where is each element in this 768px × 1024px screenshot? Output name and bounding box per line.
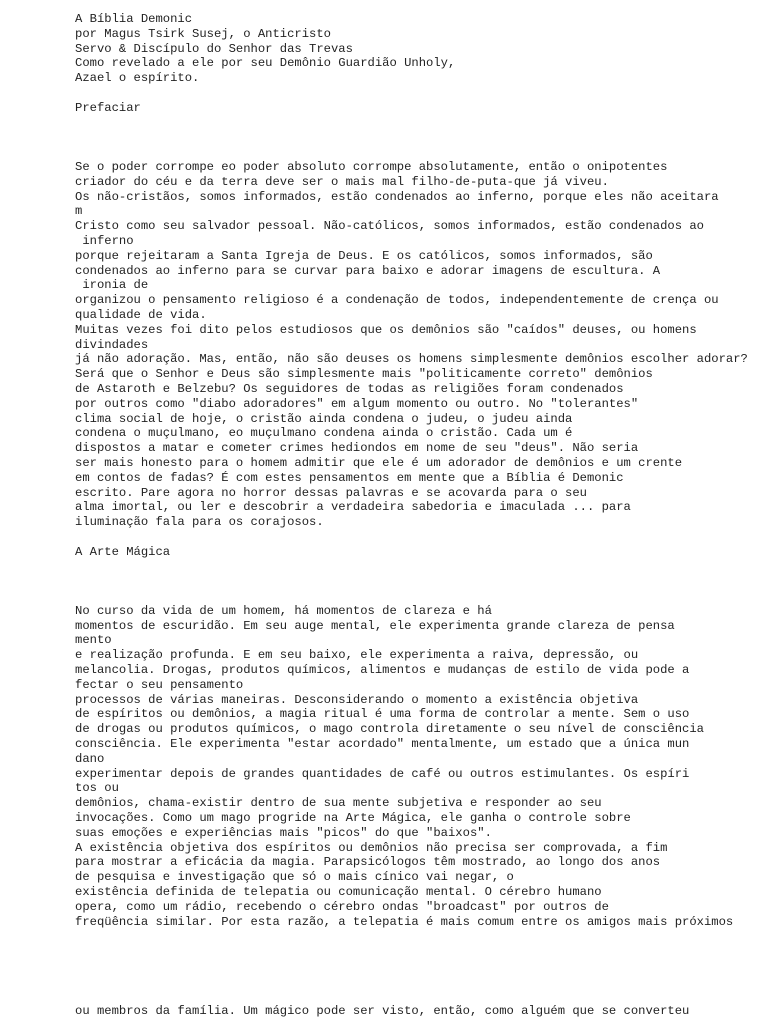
header-line: Como revelado a ele por seu Demônio Guardião Unholy, xyxy=(75,56,456,71)
text-line: No curso da vida de um homem, há momentos de clareza e há xyxy=(75,603,492,618)
text-line: consciência. Ele experimenta "estar acordado" mentalmente, um estado que a única mun xyxy=(75,737,690,752)
text-line: de Astaroth e Belzebu? Os seguidores de todas as religiões foram condenados xyxy=(75,381,624,396)
text-line: demônios, chama-existir dentro de sua mente subjetiva e responder ao seu xyxy=(75,796,602,811)
text-line: de pesquisa e investigação que só o mais cínico vai negar, o xyxy=(75,870,514,885)
section-body-prefaciar xyxy=(75,160,765,530)
text-line: melancolia. Drogas, produtos químicos, alimentos e mudanças de estilo de vida pode a xyxy=(75,663,690,678)
page-bottom-line: ou membros da família. Um mágico pode ser visto, então, como alguém que se converteu xyxy=(75,1004,690,1018)
text-line: divindades xyxy=(75,337,149,352)
text-line: condenados ao inferno para se curvar para baixo e adorar imagens de escultura. A xyxy=(75,263,661,278)
text-line: inferno xyxy=(75,233,134,248)
header-line: A Bíblia Demonic xyxy=(75,12,193,26)
text-line: A existência objetiva dos espíritos ou demônios não precisa ser comprovada, a fim xyxy=(75,840,668,855)
text-line: qualidade de vida. xyxy=(75,307,207,322)
text-line: em contos de fadas? É com estes pensamentos em mente que a Bíblia é Demonic xyxy=(75,470,624,485)
text-line: dano xyxy=(75,751,105,766)
text-line: suas emoções e experiências mais "picos" do que "baixos". xyxy=(75,825,492,840)
text-line: ironia de xyxy=(75,278,149,293)
text-line: Cristo como seu salvador pessoal. Não-católicos, somos informados, estão condenados ao xyxy=(75,219,704,234)
text-line: de espíritos ou demônios, a magia ritual é uma forma de controlar a mente. Sem o uso xyxy=(75,707,690,722)
text-line: e realização profunda. E em seu baixo, ele experimenta a raiva, depressão, ou xyxy=(75,648,639,663)
text-line: processos de várias maneiras. Desconsiderando o momento a existência objetiva xyxy=(75,692,639,707)
text-line: dispostos a matar e cometer crimes hediondos em nome de seu "deus". Não seria xyxy=(75,441,639,456)
text-line: já não adoração. Mas, então, não são deuses os homens simplesmente demônios escolher adorar? xyxy=(75,352,748,367)
text-line: opera, como um rádio, recebendo o cérebro ondas "broadcast" por outros de xyxy=(75,899,609,914)
text-line: condena o muçulmano, eo muçulmano condena ainda o cristão. Cada um é xyxy=(75,426,573,441)
text-line: escrito. Pare agora no horror dessas palavras e se acovarda para o seu xyxy=(75,485,587,500)
text-line: por outros como "diabo adoradores" em algum momento ou outro. No "tolerantes" xyxy=(75,396,639,411)
text-line: tos ou xyxy=(75,781,119,796)
text-line: invocações. Como um mago progride na Arte Mágica, ele ganha o controle sobre xyxy=(75,811,631,826)
header-line: Servo & Discípulo do Senhor das Trevas xyxy=(75,41,353,56)
text-line: de drogas ou produtos químicos, o mago controla diretamente o seu nível de consciência xyxy=(75,722,704,737)
text-line: para mostrar a eficácia da magia. Parapsicólogos têm mostrado, ao longo dos anos xyxy=(75,855,661,870)
text-line: m xyxy=(75,204,83,219)
text-line: Muitas vezes foi dito pelos estudiosos que os demônios são "caídos" deuses, ou homens xyxy=(75,322,697,337)
document-page xyxy=(75,12,765,929)
text-line: existência definida de telepatia ou comunicação mental. O cérebro humano xyxy=(75,885,602,900)
text-line: momentos de escuridão. Em seu auge mental, ele experimenta grande clareza de pensa xyxy=(75,618,675,633)
text-line: freqüência similar. Por esta razão, a telepatia é mais comum entre os amigos mais próximos xyxy=(75,914,734,929)
text-line: organizou o pensamento religioso é a condenação de todos, independentemente de crença ou xyxy=(75,293,719,308)
text-line: alma imortal, ou ler e descobrir a verdadeira sabedoria e imaculada ... para xyxy=(75,500,631,515)
text-line: Será que o Senhor e Deus são simplesmente mais "politicamente correto" demônios xyxy=(75,367,653,382)
section-title-prefaciar: Prefaciar xyxy=(75,100,141,115)
text-line: mento xyxy=(75,633,112,648)
text-line: porque rejeitaram a Santa Igreja de Deus. E os católicos, somos informados, são xyxy=(75,248,653,263)
text-line: criador do céu e da terra deve ser o mais mal filho-de-puta-que já viveu. xyxy=(75,174,609,189)
header-line: por Magus Tsirk Susej, o Anticristo xyxy=(75,26,331,41)
text-line: experimentar depois de grandes quantidades de café ou outros estimulantes. Os espíri xyxy=(75,766,690,781)
document-header xyxy=(75,12,765,86)
text-line: ser mais honesto para o homem admitir que ele é um adorador de demônios e um crente xyxy=(75,455,683,470)
text-line: iluminação fala para os corajosos. xyxy=(75,515,324,530)
section-title-arte-magica: A Arte Mágica xyxy=(75,544,171,559)
text-line: Se o poder corrompe eo poder absoluto corrompe absolutamente, então o onipotentes xyxy=(75,159,668,174)
header-line: Azael o espírito. xyxy=(75,71,200,86)
text-line: fectar o seu pensamento xyxy=(75,677,244,692)
section-body-arte-magica xyxy=(75,604,765,930)
text-line: Os não-cristãos, somos informados, estão condenados ao inferno, porque eles não aceitara xyxy=(75,189,719,204)
text-line: clima social de hoje, o cristão ainda condena o judeu, o judeu ainda xyxy=(75,411,573,426)
